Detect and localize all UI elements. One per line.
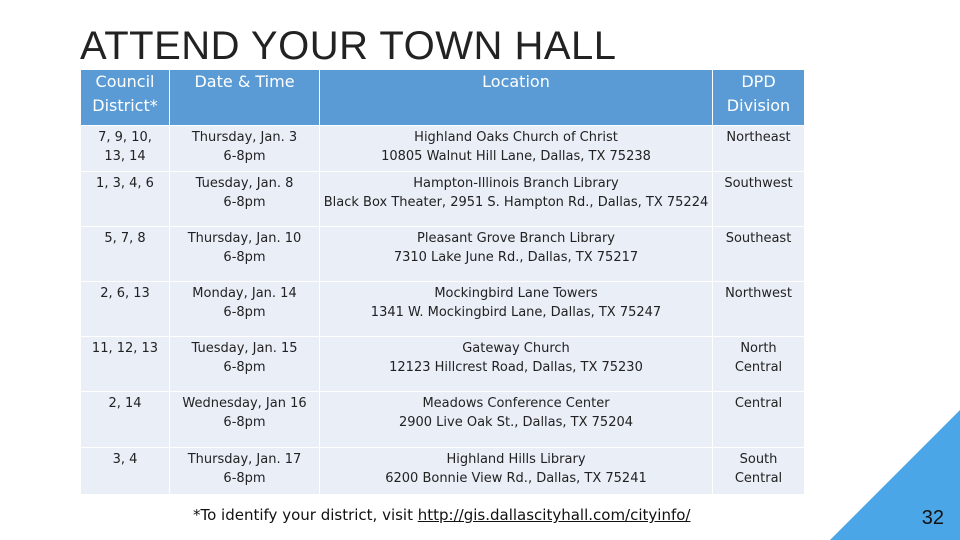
table-header-row	[81, 70, 805, 126]
table-row	[81, 282, 805, 337]
cell-district-line: 2, 6, 13	[100, 286, 150, 301]
cell-division	[713, 282, 805, 337]
page-title: ATTEND YOUR TOWN HALL	[80, 24, 617, 68]
cell-division-line: South	[739, 452, 778, 467]
cell-district	[81, 172, 170, 227]
cell-district	[81, 227, 170, 282]
cell-district-line: 2, 14	[108, 396, 142, 411]
cell-location	[320, 227, 713, 282]
cell-location	[320, 172, 713, 227]
cell-date-line: Tuesday, Jan. 15	[191, 341, 298, 356]
cell-division-line: Northeast	[726, 130, 791, 145]
cell-location-line: 10805 Walnut Hill Lane, Dallas, TX 75238	[381, 149, 651, 164]
cell-division	[713, 126, 805, 172]
cell-location	[320, 282, 713, 337]
cell-location	[320, 337, 713, 392]
cell-location-line: Hampton-Illinois Branch Library	[413, 176, 619, 191]
table-row	[81, 337, 805, 392]
cell-location-line: Highland Hills Library	[446, 452, 586, 467]
header-division	[713, 70, 805, 126]
cell-division-line: Central	[734, 471, 783, 486]
cell-location	[320, 448, 713, 495]
table-row	[81, 126, 805, 172]
header-division-line: DPD	[741, 72, 776, 91]
cell-date-line: 6-8pm	[223, 471, 266, 486]
cell-location	[320, 392, 713, 448]
cell-date-line: Thursday, Jan. 10	[187, 231, 302, 246]
footnote-text: *To identify your district, visit	[193, 506, 418, 524]
page-number: 32	[921, 507, 944, 529]
table-row	[81, 448, 805, 495]
cell-date-line: 6-8pm	[223, 250, 266, 265]
cell-date	[170, 392, 320, 448]
cell-date-line: 6-8pm	[223, 360, 266, 375]
cell-district-line: 11, 12, 13	[91, 341, 159, 356]
cell-date	[170, 172, 320, 227]
cell-date-line: 6-8pm	[223, 415, 266, 430]
cell-date-line: Thursday, Jan. 3	[191, 130, 298, 145]
cell-date-line: 6-8pm	[223, 195, 266, 210]
cell-date-line: Monday, Jan. 14	[192, 286, 297, 301]
cell-date	[170, 282, 320, 337]
cell-division-line: Southwest	[724, 176, 793, 191]
cell-date-line: 6-8pm	[223, 305, 266, 320]
cell-date	[170, 337, 320, 392]
cell-district-line: 1, 3, 4, 6	[96, 176, 154, 191]
cell-date	[170, 227, 320, 282]
footnote	[193, 506, 690, 524]
cell-division	[713, 448, 805, 495]
table-row	[81, 172, 805, 227]
header-district-line: District*	[92, 96, 158, 115]
cell-location-line: Highland Oaks Church of Christ	[414, 130, 618, 145]
cell-location	[320, 126, 713, 172]
cell-location-line: Gateway Church	[462, 341, 570, 356]
header-location	[320, 70, 713, 126]
cell-location-line: 12123 Hillcrest Road, Dallas, TX 75230	[389, 360, 643, 375]
cell-location-line: 2900 Live Oak St., Dallas, TX 75204	[398, 415, 634, 430]
cell-district	[81, 448, 170, 495]
cell-location-line: Meadows Conference Center	[422, 396, 610, 411]
cell-location-line: 6200 Bonnie View Rd., Dallas, TX 75241	[385, 471, 647, 486]
cell-district-line: 7, 9, 10,	[98, 130, 152, 145]
header-district	[81, 70, 170, 126]
cell-division	[713, 392, 805, 448]
header-district-line: Council	[95, 72, 155, 91]
cell-location-line: 7310 Lake June Rd., Dallas, TX 75217	[393, 250, 639, 265]
district-lookup-link[interactable]: http://gis.dallascityhall.com/cityinfo/	[417, 506, 691, 524]
cell-division	[713, 172, 805, 227]
cell-date-line: Tuesday, Jan. 8	[195, 176, 294, 191]
cell-district	[81, 392, 170, 448]
cell-location-line: 1341 W. Mockingbird Lane, Dallas, TX 75247	[370, 305, 662, 320]
cell-division-line: Northwest	[725, 286, 792, 301]
cell-division-line: Central	[734, 396, 783, 411]
header-location-line: Location	[482, 72, 550, 91]
cell-district-line: 5, 7, 8	[104, 231, 146, 246]
header-date	[170, 70, 320, 126]
cell-division	[713, 227, 805, 282]
cell-date-line: 6-8pm	[223, 149, 266, 164]
header-date-line: Date	[194, 72, 233, 91]
header-date-line: & Time	[237, 72, 295, 91]
cell-date-line: Thursday, Jan. 17	[187, 452, 302, 467]
cell-date	[170, 448, 320, 495]
cell-division-line: North	[740, 341, 777, 356]
cell-district	[81, 282, 170, 337]
table-row	[81, 392, 805, 448]
town-hall-table	[80, 69, 805, 495]
cell-division	[713, 337, 805, 392]
cell-division-line: Central	[734, 360, 783, 375]
cell-location-line: Mockingbird Lane Towers	[434, 286, 598, 301]
cell-district-line: 3, 4	[112, 452, 138, 467]
cell-district	[81, 126, 170, 172]
cell-date	[170, 126, 320, 172]
header-division-line: Division	[726, 96, 791, 115]
cell-district	[81, 337, 170, 392]
cell-location-line: Pleasant Grove Branch Library	[417, 231, 615, 246]
cell-location-line: Black Box Theater, 2951 S. Hampton Rd., Dallas, TX 75224	[323, 195, 709, 210]
table-row	[81, 227, 805, 282]
cell-date-line: Wednesday, Jan 16	[182, 396, 307, 411]
cell-district-line: 13, 14	[104, 149, 146, 164]
cell-division-line: Southeast	[725, 231, 792, 246]
